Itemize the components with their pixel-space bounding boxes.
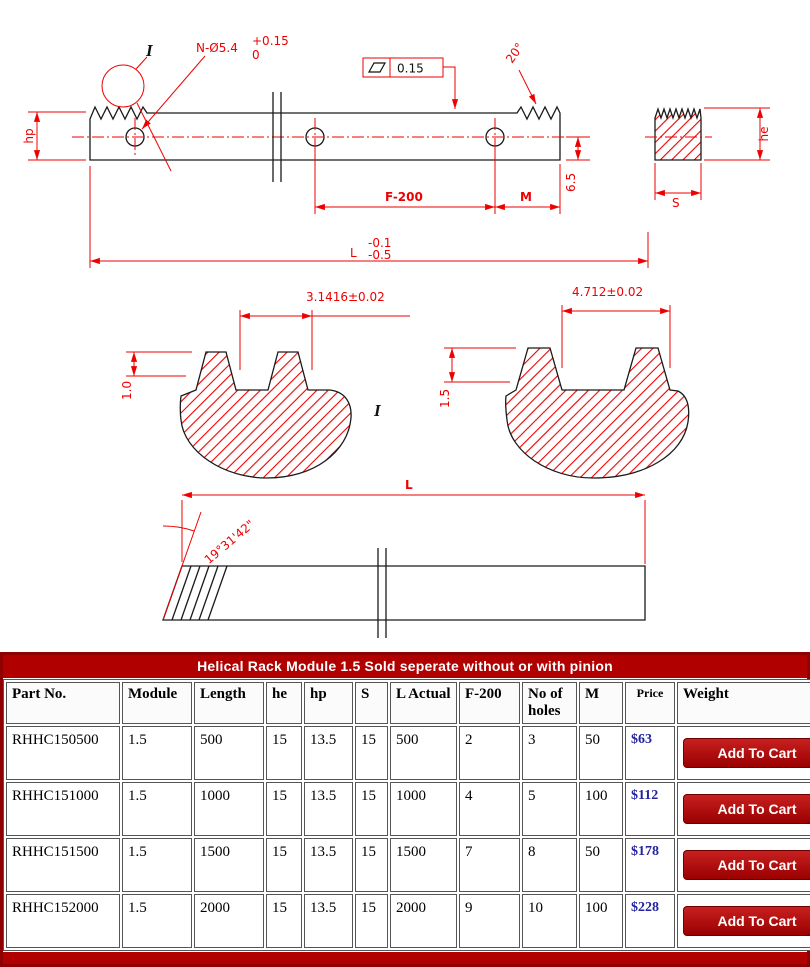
hp-label: hp: [22, 128, 36, 144]
bottom-view: [163, 478, 645, 638]
cell-f200: 2: [459, 726, 520, 780]
header-s: S: [355, 682, 388, 724]
L-tol-top: -0.1: [368, 236, 392, 250]
cell-hp: 13.5: [304, 726, 353, 780]
bottom-L-label: L: [405, 478, 413, 492]
cell-length: 2000: [194, 894, 264, 948]
tooth-detail-transverse: [438, 285, 689, 478]
flatness-symbol-icon: [369, 63, 385, 72]
product-table-section: [0, 652, 810, 967]
add-to-cart-button[interactable]: Add To Cart: [683, 906, 810, 936]
cell-part-no: RHHC151500: [6, 838, 120, 892]
hole-tol-top: +0.15: [252, 34, 289, 48]
cell-l-actual: 500: [390, 726, 457, 780]
cell-holes: 10: [522, 894, 577, 948]
cell-hp: 13.5: [304, 838, 353, 892]
detail-circle-label: I: [146, 41, 153, 60]
cell-hp: 13.5: [304, 894, 353, 948]
product-row: [6, 782, 810, 836]
table-title-bar: [3, 655, 807, 678]
cell-f200: 4: [459, 782, 520, 836]
pitch-normal-label: 3.1416±0.02: [306, 290, 385, 304]
header-hp: hp: [304, 682, 353, 724]
cell-m: 100: [579, 894, 623, 948]
cell-part-no: RHHC150500: [6, 726, 120, 780]
he-label: he: [757, 126, 771, 142]
cell-f200: 9: [459, 894, 520, 948]
header-he: he: [266, 682, 302, 724]
table-title: Helical Rack Module 1.5 Sold seperate without or with pinion: [197, 658, 613, 674]
cell-module: 1.5: [122, 782, 192, 836]
cell-m: 100: [579, 782, 623, 836]
add-to-cart-button[interactable]: Add To Cart: [683, 738, 810, 768]
cell-holes: 5: [522, 782, 577, 836]
cell-part-no: RHHC152000: [6, 894, 120, 948]
flatness-tolerance: [363, 58, 455, 109]
header-holes: No of holes: [522, 682, 577, 724]
cell-s: 15: [355, 782, 388, 836]
cell-he: 15: [266, 782, 302, 836]
header-l-actual: L Actual: [390, 682, 457, 724]
pressure-angle-label: 20°: [502, 40, 527, 66]
cell-price: $112: [625, 782, 675, 836]
flatness-value: 0.15: [397, 61, 424, 76]
cell-m: 50: [579, 726, 623, 780]
cell-he: 15: [266, 838, 302, 892]
header-module: Module: [122, 682, 192, 724]
dim-15-label: 1.5: [438, 388, 452, 408]
side-view: [72, 92, 580, 182]
pressure-angle-callout: [503, 40, 536, 104]
s-label: S: [672, 196, 680, 210]
add-to-cart-button[interactable]: Add To Cart: [683, 794, 810, 824]
header-price: Price: [625, 682, 675, 724]
hole-tol-bottom: 0: [252, 48, 260, 62]
cell-holes: 3: [522, 726, 577, 780]
cell-price: $228: [625, 894, 675, 948]
table-bottom-bar: [3, 952, 807, 964]
cell-length: 500: [194, 726, 264, 780]
cell-module: 1.5: [122, 726, 192, 780]
product-row: [6, 726, 810, 780]
detail-callout-I: [102, 41, 171, 171]
add-to-cart-button[interactable]: Add To Cart: [683, 850, 810, 880]
hole-callout: [142, 34, 289, 129]
cell-length: 1000: [194, 782, 264, 836]
header-row: [6, 682, 810, 724]
dim-hp: [22, 112, 86, 160]
m-label: M: [520, 190, 532, 204]
header-length: Length: [194, 682, 264, 724]
cell-s: 15: [355, 894, 388, 948]
cell-weight: [677, 782, 810, 836]
cell-weight: [677, 894, 810, 948]
cell-he: 15: [266, 894, 302, 948]
cell-module: 1.5: [122, 838, 192, 892]
cell-holes: 8: [522, 838, 577, 892]
dim-65-label: 6.5: [564, 172, 578, 192]
cell-l-actual: 2000: [390, 894, 457, 948]
cell-hp: 13.5: [304, 782, 353, 836]
cell-weight: [677, 726, 810, 780]
cell-module: 1.5: [122, 894, 192, 948]
cell-part-no: RHHC151000: [6, 782, 120, 836]
cell-length: 1500: [194, 838, 264, 892]
cell-he: 15: [266, 726, 302, 780]
cell-s: 15: [355, 726, 388, 780]
product-table: [3, 679, 810, 951]
cell-f200: 7: [459, 838, 520, 892]
L-label: L: [350, 246, 357, 260]
tooth-detail-normal: [120, 290, 410, 478]
cell-price: $178: [625, 838, 675, 892]
hole-callout-text: N-Ø5.4: [196, 41, 238, 55]
pitch-transverse-label: 4.712±0.02: [572, 285, 644, 299]
dim-f200-m: [315, 148, 560, 214]
header-part-no: Part No.: [6, 682, 120, 724]
header-f200: F-200: [459, 682, 520, 724]
product-row: [6, 894, 810, 948]
header-m: M: [579, 682, 623, 724]
end-view: [645, 108, 771, 210]
cell-s: 15: [355, 838, 388, 892]
cell-price: $63: [625, 726, 675, 780]
detail-ref-label: I: [374, 401, 381, 420]
cell-l-actual: 1000: [390, 782, 457, 836]
cell-l-actual: 1500: [390, 838, 457, 892]
f200-label: F-200: [385, 190, 423, 204]
helix-angle-label: 19°31'42": [201, 517, 258, 567]
cell-m: 50: [579, 838, 623, 892]
dim-10-label: 1.0: [120, 380, 134, 400]
L-tol-bottom: -0.5: [368, 248, 392, 262]
cell-weight: [677, 838, 810, 892]
dim-6-5: [564, 137, 590, 192]
product-row: [6, 838, 810, 892]
header-weight: Weight: [677, 682, 810, 724]
